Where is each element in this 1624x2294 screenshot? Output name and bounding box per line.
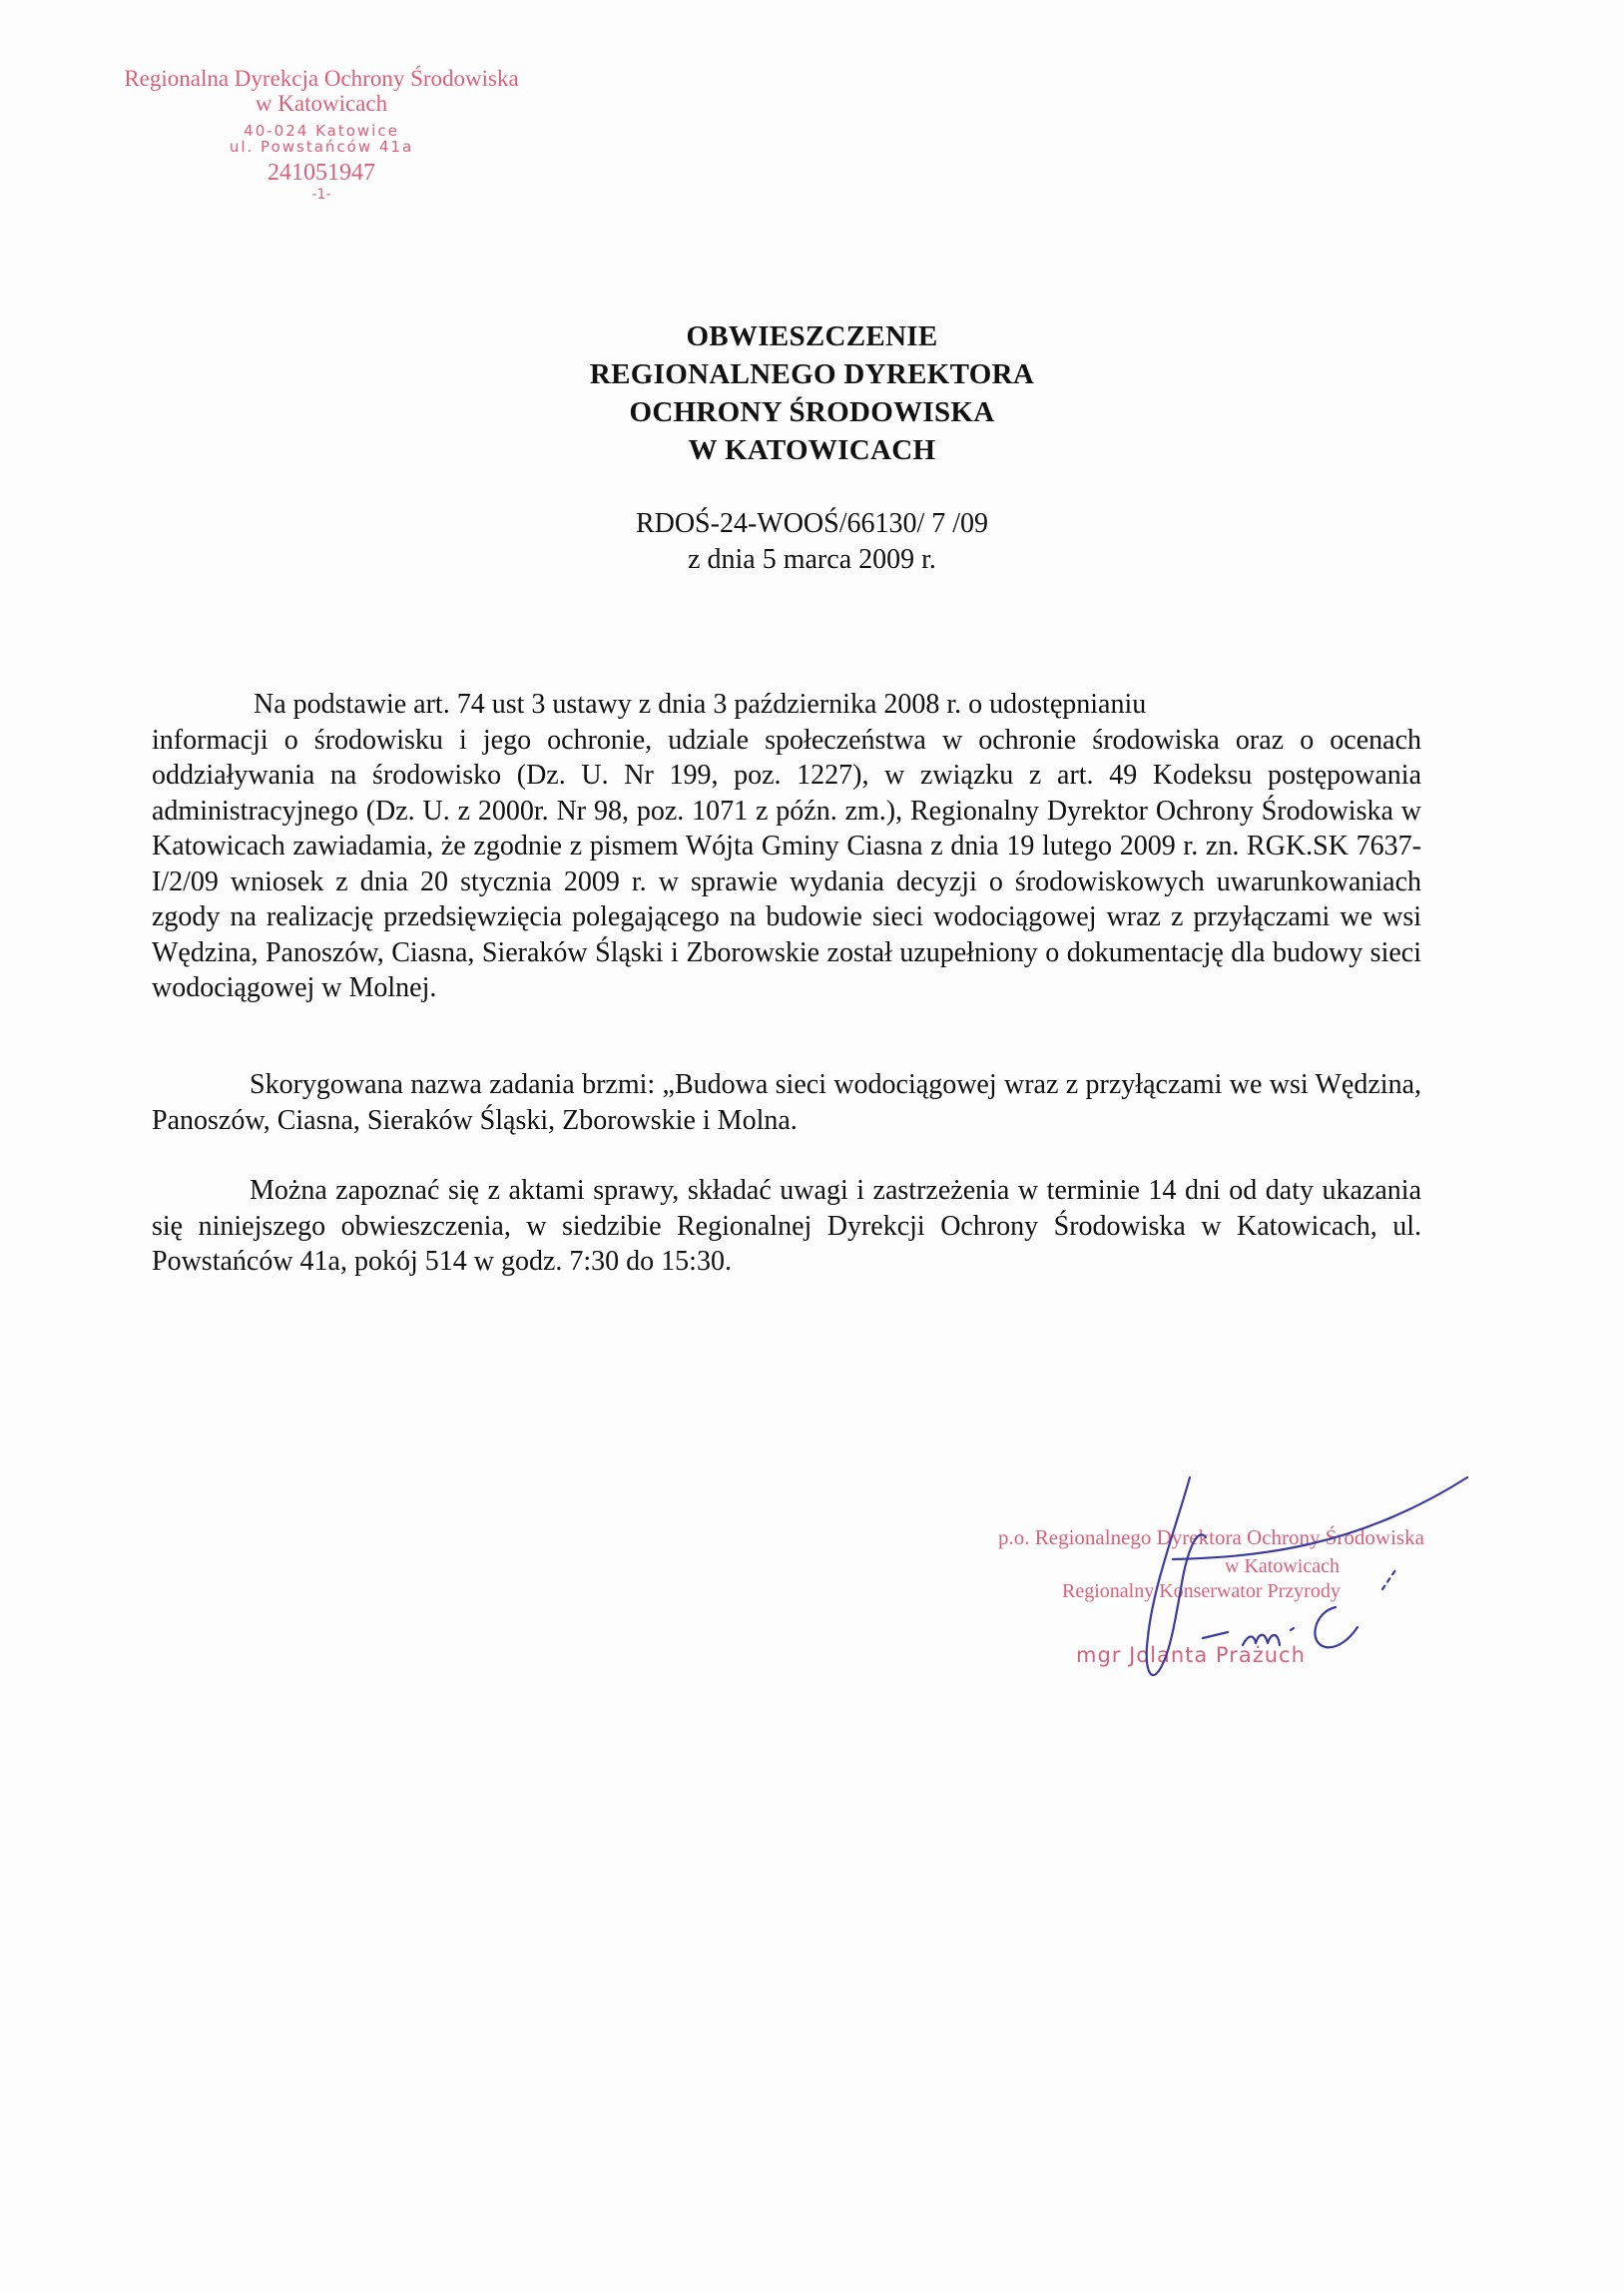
reference-date: z dnia 5 marca 2009 r.: [688, 544, 936, 575]
stamp-regon-number: 241051947: [268, 159, 375, 186]
body-paragraph-1: [152, 687, 1421, 1006]
title-line-3: OCHRONY ŚRODOWISKA: [629, 396, 995, 428]
reference-number: RDOŚ-24-WOOŚ/66130/ 7 /09: [635, 508, 989, 539]
paragraph-1-first-line: Na podstawie art. 74 ust 3 ustawy z dnia 3 października 2008 r. o udostępnianiu: [254, 689, 1147, 720]
body-paragraph-2: [152, 1067, 1421, 1138]
stamp-street: ul. Powstańców 41a: [229, 138, 414, 157]
reference-block: [0, 506, 1624, 578]
stamp-organization-name: Regionalna Dyrekcja Ochrony Środowiska: [124, 66, 519, 91]
paragraph-3-text: Można zapoznać się z aktami sprawy, składać uwagi i zastrzeżenia w terminie 14 dni od daty ukazania się niniejszego obwieszczenia, w siedzibie Regionalnej Dyrekcji Ochrony Środowiska w Katowicach, ul. Powstańców 41a, pokój 514 w godz. 7:30 do 15:30.: [152, 1175, 1421, 1277]
page-number: -1-: [311, 186, 331, 203]
document-title: [0, 317, 1624, 469]
stamp-postal-code: 40-024 Katowice: [244, 121, 399, 140]
signatory-name: mgr Jolanta Prażuch: [1076, 1643, 1306, 1667]
title-line-4: W KATOWICACH: [688, 434, 936, 466]
paragraph-1-continuation: informacji o środowisku i jego ochronie, udziale społeczeństwa w ochronie środowiska oraz o ocenach oddziaływania na środowisko (Dz. U. Nr 199, poz. 1227), w związku z art. 49 Kodeksu postępowania administracyjnego (Dz. U. z 2000r. Nr 98, poz. 1071 z późn. zm.), Regionalny Dyrektor Ochrony Środowiska w Katowicach zawiadamia, że zgodnie z pismem Wójta Gminy Ciasna z dnia 19 lutego 2009 r. zn. RGK.SK 7637-I/2/09 wniosek z dnia 20 stycznia 2009 r. w sprawie wydania decyzji o środowiskowych uwarunkowaniach zgody na realizację przedsięwzięcia polegającego na budowie sieci wodociągowej wraz z przyłączami we wsi Wędzina, Panoszów, Ciasna, Sieraków Śląski i Zborowskie został uzupełniony o dokumentację dla budowy sieci wodociągowej w Molnej.: [152, 724, 1421, 1003]
office-stamp: [92, 66, 551, 203]
handwritten-signature: [1058, 1467, 1477, 1707]
title-line-2: REGIONALNEGO DYREKTORA: [589, 358, 1035, 390]
stamp-city: w Katowicach: [255, 91, 388, 117]
signature-position: p.o. Regionalnego Dyrektora Ochrony Środowiska: [998, 1525, 1424, 1549]
signature-city: w Katowicach: [1225, 1555, 1340, 1577]
paragraph-2-text: Skorygowana nazwa zadania brzmi: „Budowa sieci wodociągowej wraz z przyłączami we wsi Wędzina, Panoszów, Ciasna, Sieraków Śląski, Zborowskie i Molna.: [152, 1069, 1421, 1136]
body-paragraph-3: [152, 1173, 1421, 1280]
signature-role: Regionalny Konserwator Przyrody: [1062, 1580, 1341, 1602]
title-line-1: OBWIESZCZENIE: [686, 320, 938, 352]
